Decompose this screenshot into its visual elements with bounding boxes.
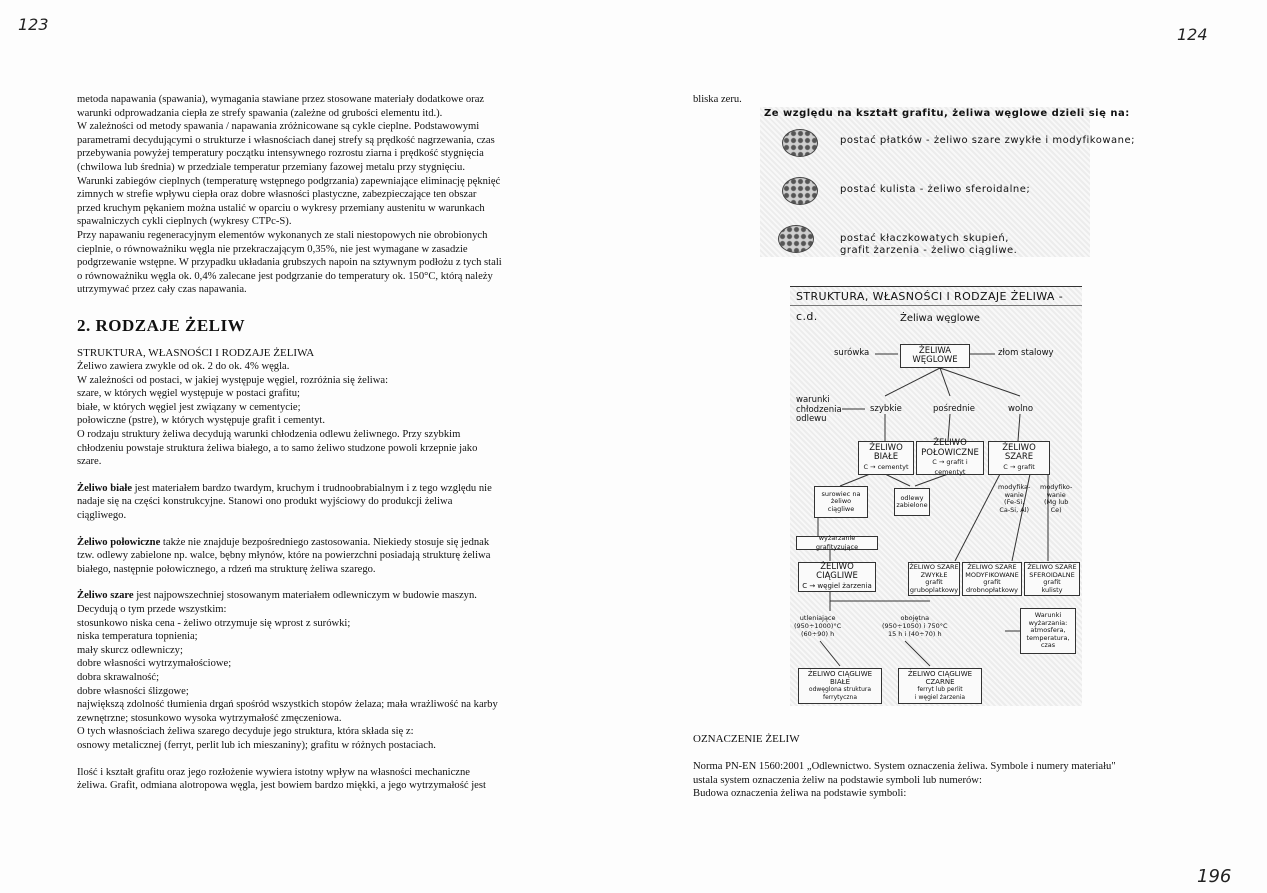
page-number-left: 123 [18,15,49,34]
diagram-subtitle: Żeliwa węglowe [900,313,980,324]
term-bold: Żeliwo szare [77,590,134,602]
box-line: SZARE [1004,452,1034,463]
box-line: ferryt lub perlit [917,686,963,693]
box-line: odlewy [900,493,924,502]
box-line: wyżarzania: [1028,618,1068,627]
box-line: ŻELIWA [918,345,952,356]
box-line: zabielone [896,501,928,509]
text-line: Przy napawaniu regeneracyjnym elementów wykonanych ze stali niestopowych nie obrobionych [77,229,488,241]
box-line: C → grafit i cementyt [932,458,968,476]
label-line: (Mg lub [1043,498,1069,506]
box-ciagliwe-biale [798,668,882,704]
text-line: szare, w których węgiel występuje w postaci grafitu; [77,388,300,400]
box-zeliwo-polowiczne [916,438,984,476]
box-zeliwo-ciagliwe [798,562,876,592]
box-line: odwęglona struktura [808,686,872,693]
box-szare-zwykle [908,562,960,596]
box-line: C → grafit [1003,462,1035,471]
label-line: chłodzenia [796,404,842,415]
label-line: modyfiko- [1040,483,1073,491]
box-line: ŻELIWO [933,438,967,448]
paragraph-graphite [77,766,567,793]
intro-paragraph [77,93,567,297]
text-line: Budowa oznaczenia żeliwa na podstawie symboli: [693,788,907,800]
paragraph-gray-iron [77,589,567,752]
text-line: Decydują o tym przede wszystkim: [77,604,227,615]
text-line: warunki odprowadzania ciepła ze strefy spawania (zależne od grubości elementu itd.). [77,107,443,119]
page-number-right: 124 [1177,25,1208,44]
section-heading: 2. RODZAJE ŻELIW [77,315,246,335]
text-line: białe, w których węgiel jest związany w cementycie; [77,401,301,413]
text-line: W zależności od metody spawania / napawania zróżnicowane są cykle cieplne. Podstawowymi [77,121,480,133]
label-line: 15 h i (40÷70) h [887,630,942,638]
label-obojetna [882,614,948,638]
text-line: połowiczne (pstre), w których występuje grafit i cementyt. [77,415,325,427]
diagram-header: STRUKTURA, WŁASNOŚCI I RODZAJE ŻELIWA - c.d. [790,286,1082,306]
box-line: żeliwo [830,497,852,506]
text-line: O rodzaju struktury żeliwa decydują warunki chłodzenia odlewu żeliwnego. Przy szybkim [77,429,461,441]
text-line: (chwilowa lub średnia) w przedziale temperatur przemiany fazowej metalu przy stygnięciu. [77,161,465,173]
shape-row-temper-2: grafit żarzenia - żeliwo ciągliwe. [840,245,1018,256]
text-line: spawalniczych cykli cieplnych (wykresy CTPc-S). [77,216,292,228]
box-surowiec [814,486,868,518]
page-number-bottom: 196 [1197,866,1232,887]
box-line: ZWYKŁE [920,570,948,579]
box-line: C → cementyt [863,462,909,471]
box-line: WĘGLOWE [912,355,958,365]
box-warunki-wyzarzania [1020,608,1076,654]
text-line: W zależności od postaci, w jakiej występuje węgiel, rozróżnia się żeliwa: [77,374,389,386]
text-line: przed kruchym pękaniem można ustalić w oparciu o wykresy przemiany austenitu w warunkach [77,202,485,214]
shape-row-nodular: postać kulista - żeliwo sferoidalne; [840,184,1031,195]
paragraph-half-iron [77,536,567,577]
label-modyfikowanie-mg [1040,484,1072,514]
oznaczenie-paragraph [693,760,1213,801]
label-line: obojętna [900,614,930,622]
right-top-text: bliska zeru. [693,94,742,105]
box-line: atmosfera, [1030,626,1066,635]
label-line: (Fe-Si, [1004,498,1025,506]
text-line: mały skurcz odlewniczy; [77,644,183,656]
text-line: Żeliwo zawiera zwykle od ok. 2 do ok. 4% węgla. [77,361,290,373]
graphite-shapes-figure [760,107,1135,257]
text-line: Ilość i kształt grafitu oraz jego rozłożenie wywiera istotny wpływ na własności mechaniczne [77,766,471,778]
text-line: przebywania powyżej temperatury początku intensywnego rozrostu ziarna i prędkość stygnięcia [77,148,484,160]
label-surowka: surówka [834,348,870,358]
text-line: niska temperatura topnienia; [77,631,198,643]
box-line: Warunki [1034,611,1062,620]
text-line: białego, następnie połowicznego, a rdzeń ma strukturę żeliwa szarego. [77,563,376,575]
oznaczenie-heading: OZNACZENIE ŻELIW [693,733,800,745]
term-bold: Żeliwo połowiczne [77,536,161,548]
text-line: metoda napawania (spawania), wymagania stawiane przez stosowane materiały dodatkowe oraz [77,94,485,105]
box-zeliwo-biale [858,441,914,475]
box-line: ŻELIWO SZARE [967,563,1017,571]
box-line: czas [1040,641,1056,650]
text-line: podgrzewanie wstępne. W przypadku układania grubszych napoin na sztywnym podłożu z tych stali [77,257,502,269]
text-line: dobre własności ślizgowe; [77,685,189,697]
box-line: SFEROIDALNE [1029,570,1075,579]
box-line: C → węgiel żarzenia [802,581,872,590]
term-bold: Żeliwo białe [77,482,133,494]
text-line: ustala system oznaczenia żeliw na podstawie symboli lub numerów: [693,774,982,786]
label-line: (950÷1050) i 750°C [882,622,948,630]
label-utleniajace [794,614,841,638]
text-line: o równoważniku węgla ok. 0,4% zalecane jest podgrzanie do temperatury ok. 150°C, którą należy [77,270,493,282]
box-line: ŻELIWO [1002,442,1036,453]
text-line: zewnętrzne; stosunkowo wysoka wytrzymałość zmęczeniowa. [77,712,342,724]
nodular-graphite-image [782,177,818,205]
cast-iron-classification-diagram [790,286,1082,706]
text-line: dobra skrawalność; [77,671,160,683]
paragraph-carbon [77,360,567,469]
label-line: (60÷90) h [801,630,835,638]
label-line: Ca-Si, Al) [999,505,1030,514]
label-line: modyfika- [998,483,1031,491]
box-szare-sferoidalne [1024,562,1080,596]
text-line: utrzymywać przez cały czas napawania. [77,284,247,296]
box-line: ferrytyczna [822,694,857,701]
text-line: nadaje się na części konstrukcyjne. Stanowi ono produkt wyjściowy do produkcji żeliwa [77,496,453,508]
text-line: zimnych w strefie wpływu ciepła oraz dobre własności plastyczne, zabezpieczające ten obszar [77,189,477,201]
shape-row-temper-1: postać kłaczkowatych skupień, [840,233,1009,244]
box-line: BIAŁE [873,452,899,463]
paragraph-white-iron [77,482,567,523]
box-line: kulisty [1041,585,1063,594]
box-ciagliwe-czarne [898,668,982,704]
box-line: grafit [1043,578,1061,586]
box-line: BIAŁE [829,678,850,686]
flake-graphite-image [782,129,818,157]
box-wyzarzanie: wyżarzanie grafityzujące [796,536,878,550]
text-line: parametrami decydującymi o strukturze i własnościach danej strefy są prędkość nagrzewania, czas [77,134,495,146]
left-column [77,93,567,793]
box-line: drobnopłatkowy [965,585,1019,594]
text-line: Norma PN-EN 1560:2001 „Odlewnictwo. System oznaczenia żeliwa. Symbole i numery materiału" [693,761,1116,772]
temper-graphite-image [778,225,814,253]
figure-title: Ze względu na kształt grafitu, żeliwa węglowe dzieli się na: [764,108,1130,119]
box-line: gruboplatkowy [909,585,959,594]
box-line: ŻELIWO SZARE [909,563,959,571]
shape-row-flake: postać płatków - żeliwo szare zwykłe i modyfikowane; [840,135,1135,146]
box-zeliwo-szare [988,441,1050,475]
box-line: grafit [925,578,943,586]
box-line: i węgiel żarzenia [914,694,966,701]
label-line: utleniające [799,614,836,622]
box-line: ŻELIWO CIĄGLIWE [807,670,873,678]
box-line: POŁOWICZNE [921,447,979,458]
label-warunki-chlodzenia [796,396,842,425]
box-line: CZARNE [925,678,955,686]
label-line: (950÷1000)°C [794,622,842,630]
text-line: największą zdolność tłumienia drgań spośród wszystkich stopów żelaza; mała wrażliwość na karby [77,699,498,711]
text-span: także nie znajduje bezpośredniego zastosowania. Niekiedy stosuje się jednak [160,536,490,548]
box-line: ŻELIWO SZARE [1027,563,1077,571]
box-odlewy-zabielone [894,488,930,516]
label-line: warunki [796,395,830,405]
text-line: chłodzeniu powstaje struktura żeliwa białego, a to samo żeliwo studzone powoli krzepnie jako [77,442,478,454]
label-zlom-stalowy: złom stalowy [998,348,1054,358]
text-line: O tych własnościach żeliwa szarego decyduje jego struktura, która składa się z: [77,726,414,738]
label-line: wanie [1004,490,1024,499]
box-zeliwa-weglowe [900,344,970,368]
box-line: ŻELIWO CIĄGLIWE [816,561,858,582]
text-line: cieplnie, o równoważniku węgla nie przekraczającym 0,35%, nie jest wymagane w zasadzie [77,243,468,255]
text-line: ciągliwego. [77,510,127,522]
box-line: ciągliwe [827,504,855,513]
speed-slow: wolno [1008,404,1034,414]
label-line: wanie [1046,490,1066,499]
box-line: grafit [983,578,1001,586]
text-span: jest najpowszechniej stosowanym materiałem odlewniczym w budowie maszyn. [133,590,477,602]
text-line: osnowy metalicznej (ferryt, perlit lub ich mieszaniny); grafitu w różnych postaciach. [77,739,436,751]
speed-medium: pośrednie [933,404,975,414]
box-line: ŻELIWO CIĄGLIWE [907,670,973,678]
text-span: jest materiałem bardzo twardym, kruchym i trudnoobrabialnym i z tego względu nie [132,482,492,494]
box-szare-modyfikowane [962,562,1022,596]
text-line: szare. [77,456,102,468]
text-line: dobre własności wytrzymałościowe; [77,658,232,670]
box-line: MODYFIKOWANE [965,570,1019,579]
label-modyfikowanie-fesi [998,484,1030,514]
section-subheading: STRUKTURA, WŁASNOŚCI I RODZAJE ŻELIWA [77,346,315,359]
text-line: żeliwa. Grafit, odmiana alotropowa węgla, jest bowiem bardzo miękki, a jego wytrzymałość jest [77,780,486,792]
label-line: odlewu [796,414,827,424]
box-line: surowiec na [821,489,861,498]
speed-fast: szybkie [870,404,902,414]
box-line: ŻELIWO [869,442,903,453]
text-line: Warunki zabiegów cieplnych (temperaturę wstępnego podgrzania) zapewniające eliminację pęknięć [77,175,501,187]
text-line: stosunkowo niska cena - żeliwo otrzymuje się wprost z surówki; [77,617,351,629]
label-line: Ce) [1050,505,1062,514]
text-line: tzw. odlewy zabielone np. walce, bębny młynów, które na powierzchni posiadają strukturę żeliwa [77,550,491,562]
box-line: temperatura, [1026,633,1070,642]
